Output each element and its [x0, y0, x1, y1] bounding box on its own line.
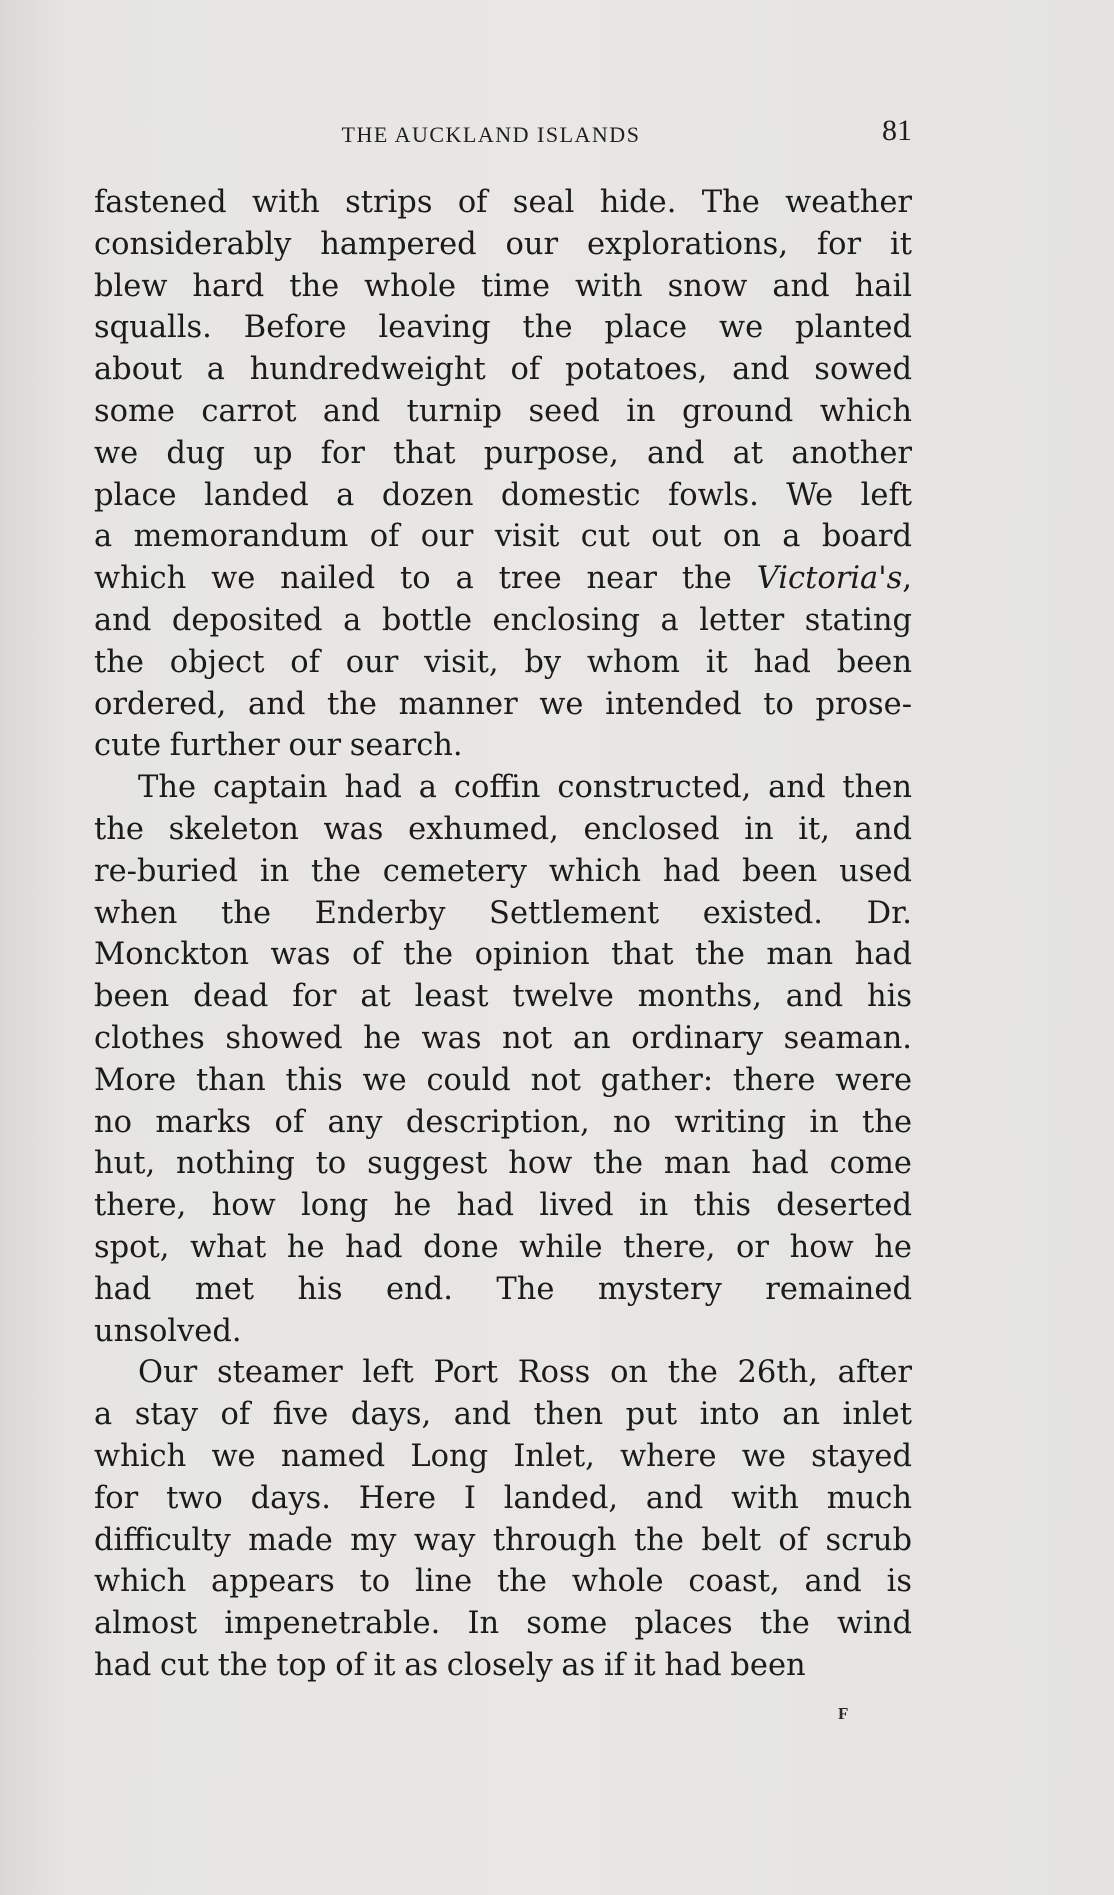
- text-line: re-buried in the cemetery which had been used: [94, 853, 912, 889]
- text-line: some carrot and turnip seed in ground which: [94, 393, 912, 429]
- text-line: had cut the top of it as closely as if it had been: [94, 1647, 806, 1683]
- text-line: a memorandum of our visit cut out on a board: [94, 519, 912, 555]
- text-line: a stay of five days, and then put into an inlet: [94, 1397, 912, 1433]
- text-line: for two days. Here I landed, and with much: [94, 1480, 912, 1516]
- paragraph: [94, 1352, 912, 1686]
- text-line: and deposited a bottle enclosing a letter stating: [94, 602, 912, 638]
- text-line: More than this we could not gather: there were: [94, 1062, 912, 1098]
- signature-mark: F: [838, 1704, 850, 1723]
- text-line: when the Enderby Settlement existed. Dr.: [94, 895, 912, 931]
- text-line: almost impenetrable. In some places the wind: [94, 1606, 912, 1642]
- text-line: considerably hampered our explorations, for it: [94, 226, 912, 262]
- text-line: The captain had a coffin constructed, and then: [138, 770, 912, 806]
- paragraph: [94, 182, 912, 767]
- text-line: spot, what he had done while there, or how he: [94, 1229, 912, 1265]
- text-line: unsolved.: [94, 1313, 242, 1349]
- text-line: the skeleton was exhumed, enclosed in it, and: [94, 811, 912, 847]
- text-line: cute further our search.: [94, 728, 463, 764]
- text-line: which we named Long Inlet, where we stayed: [94, 1438, 912, 1474]
- ship-name: Victoria's: [756, 561, 903, 597]
- text-line: Monckton was of the opinion that the man had: [94, 937, 912, 973]
- text-line: Our steamer left Port Ross on the 26th, after: [138, 1355, 912, 1391]
- text-line: difficulty made my way through the belt of scrub: [94, 1522, 912, 1558]
- text-line: been dead for at least twelve months, and his: [94, 979, 912, 1015]
- text-line: which we nailed to a tree near the Victoria's,: [94, 561, 912, 597]
- text-line: had met his end. The mystery remained: [94, 1271, 912, 1307]
- text-line: no marks of any description, no writing in the: [94, 1104, 912, 1140]
- text-line: clothes showed he was not an ordinary seaman.: [94, 1020, 912, 1056]
- page-number: 81: [882, 114, 912, 147]
- running-head: [94, 114, 912, 158]
- text-line: the object of our visit, by whom it had been: [94, 644, 912, 680]
- paragraph: [94, 767, 912, 1352]
- text-line: ordered, and the manner we intended to prose-: [94, 686, 912, 722]
- text-line: about a hundredweight of potatoes, and sowed: [94, 352, 912, 388]
- text-line: fastened with strips of seal hide. The weather: [94, 185, 912, 220]
- text-line: place landed a dozen domestic fowls. We left: [94, 477, 912, 513]
- body-text: [94, 182, 912, 1687]
- text-line: squalls. Before leaving the place we planted: [94, 310, 912, 346]
- text-line: blew hard the whole time with snow and hail: [94, 268, 912, 304]
- text-line: we dug up for that purpose, and at another: [94, 435, 912, 471]
- text-line: there, how long he had lived in this deserted: [94, 1188, 912, 1224]
- running-title: THE AUCKLAND ISLANDS: [341, 122, 641, 147]
- text-line: which appears to line the whole coast, and is: [94, 1564, 912, 1600]
- text-line: hut, nothing to suggest how the man had come: [94, 1146, 912, 1182]
